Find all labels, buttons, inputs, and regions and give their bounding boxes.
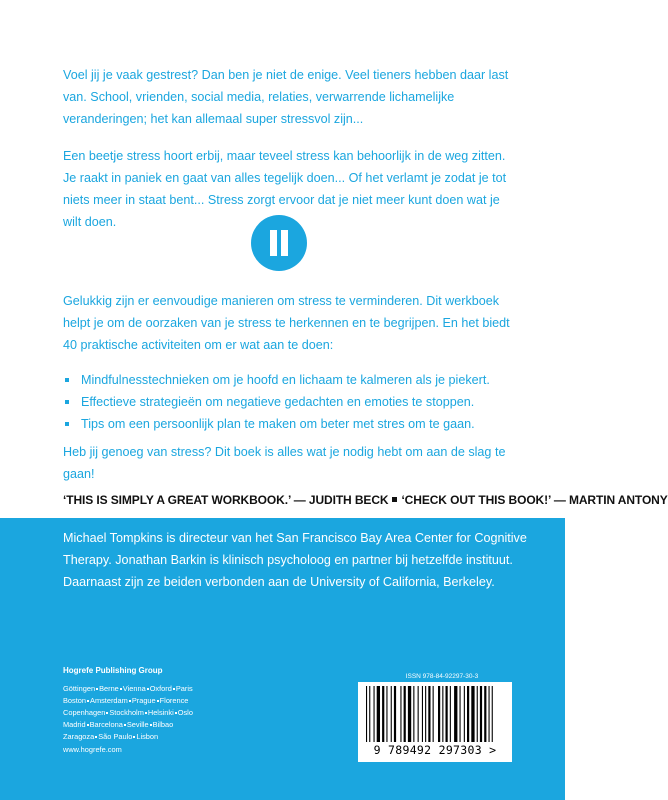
barcode-bar xyxy=(492,686,493,742)
barcode-bar xyxy=(438,686,440,742)
bullet-icon xyxy=(65,422,69,426)
city: Helsinki xyxy=(147,708,174,717)
city-line xyxy=(63,683,263,695)
city: Stockholm xyxy=(109,708,144,717)
square-separator-icon xyxy=(392,497,397,502)
publisher-website: www.hogrefe.com xyxy=(63,745,122,754)
barcode-bar xyxy=(480,686,482,742)
isbn-barcode xyxy=(358,682,512,762)
barcode-bar xyxy=(477,686,478,742)
barcode-bar xyxy=(391,686,392,742)
barcode-bar xyxy=(386,686,387,742)
list-item xyxy=(63,369,523,391)
separator-icon xyxy=(145,712,147,714)
city-line xyxy=(63,695,263,707)
city: Boston xyxy=(63,696,87,705)
barcode-bar xyxy=(489,686,490,742)
separator-icon xyxy=(87,700,89,702)
list-item xyxy=(63,391,523,413)
separator-icon xyxy=(124,724,126,726)
barcode-bar xyxy=(418,686,419,742)
bullet-icon xyxy=(65,400,69,404)
publisher-block xyxy=(63,666,263,754)
pause-bar-left xyxy=(270,230,277,256)
intro-paragraph-2: Een beetje stress hoort erbij, maar teveel stress kan behoorlijk in de weg zitten. Je raakt in paniek en gaat van alles tegelijk doen... Of het verlamt je zodat je tot niets meer in staat bent... Stress zorgt ervoor dat je niet meer kunt doen wat je wilt doen. xyxy=(63,149,507,229)
author-bio: Michael Tompkins is directeur van het San Francisco Bay Area Center for Cognitive Therapy. Jonathan Barkin is klinisch psycholoog en partner bij hetzelfde instituut. Daarnaast zijn ze beiden verbonden aan de University of California, Berkeley. xyxy=(63,531,527,589)
city: Madrid xyxy=(63,720,86,729)
barcode-bar xyxy=(374,686,375,742)
barcode-bar xyxy=(467,686,469,742)
barcode-bar xyxy=(425,686,426,742)
barcode-bar xyxy=(404,686,406,742)
list-item-text: Effectieve strategieën om negatieve gedachten en emoties te stoppen. xyxy=(81,395,475,409)
barcode-bar xyxy=(442,686,443,742)
separator-icon xyxy=(87,724,89,726)
list-item-text: Tips om een persoonlijk plan te maken om beter met stres om te gaan. xyxy=(81,417,475,431)
city: Bilbao xyxy=(152,720,174,729)
barcode-bar xyxy=(450,686,451,742)
barcode-bar xyxy=(428,686,430,742)
city: Amsterdam xyxy=(90,696,128,705)
barcode-bar xyxy=(460,686,461,742)
city-line xyxy=(63,707,263,719)
intro-paragraph-3: Gelukkig zijn er eenvoudige manieren om stress te verminderen. Dit werkboek helpt je om de oorzaken van je stress te herkennen en te begrijpen. En het biedt 40 praktische activiteiten om er wat aan te doen: xyxy=(63,294,510,352)
separator-icon xyxy=(173,688,175,690)
closing-line: Heb jij genoeg van stress? Dit boek is alles wat je nodig hebt om aan de slag te gaan! xyxy=(63,445,506,481)
list-item xyxy=(63,413,523,435)
barcode-bar xyxy=(400,686,401,742)
city: Zaragoza xyxy=(63,732,95,741)
barcode-bar xyxy=(464,686,465,742)
barcode-bar xyxy=(446,686,448,742)
endorsement-quotes xyxy=(63,493,668,507)
city: Barcelona xyxy=(89,720,123,729)
city: Paris xyxy=(175,684,193,693)
intro-paragraph-1: Voel jij je vaak gestrest? Dan ben je niet de enige. Veel tieners hebben daar last van. School, vrienden, social media, relaties, verwarrende lichamelijke veranderingen; het kan allemaal super stressvol zijn... xyxy=(63,68,509,126)
city: Copenhagen xyxy=(63,708,106,717)
city: Oslo xyxy=(177,708,193,717)
separator-icon xyxy=(129,700,131,702)
city: Florence xyxy=(159,696,189,705)
issn-label: ISSN 978-84-92297-30-3 xyxy=(405,673,479,680)
barcode-bar xyxy=(366,686,367,742)
pause-icon xyxy=(251,215,307,271)
quote-martin-antony: ‘CHECK OUT THIS BOOK!’ — MARTIN ANTONY xyxy=(401,493,668,507)
publisher-name: Hogrefe Publishing Group xyxy=(63,666,163,675)
separator-icon xyxy=(147,688,149,690)
separator-icon xyxy=(95,736,97,738)
pause-bar-right xyxy=(281,230,288,256)
city: Prague xyxy=(131,696,156,705)
city: São Paulo xyxy=(98,732,133,741)
barcode-bar xyxy=(394,686,396,742)
city: Berne xyxy=(99,684,119,693)
city-line xyxy=(63,731,263,743)
publisher-cities xyxy=(63,683,263,743)
barcode-bar xyxy=(484,686,486,742)
separator-icon xyxy=(175,712,177,714)
city: Vienna xyxy=(122,684,146,693)
barcode-bar xyxy=(413,686,414,742)
barcode-bar xyxy=(408,686,411,742)
city: Göttingen xyxy=(63,684,96,693)
barcode-bar xyxy=(377,686,380,742)
barcode-number: 9 789492 297303 > xyxy=(373,743,497,757)
list-item-text: Mindfulnesstechnieken om je hoofd en lichaam te kalmeren als je piekert. xyxy=(81,373,490,387)
separator-icon xyxy=(150,724,152,726)
separator-icon xyxy=(157,700,159,702)
city: Lisbon xyxy=(136,732,159,741)
quote-judith-beck: ‘THIS IS SIMPLY A GREAT WORKBOOK.’ — JUDITH BECK xyxy=(63,493,389,507)
activity-list xyxy=(63,369,523,435)
barcode-bar xyxy=(382,686,384,742)
barcode-bar xyxy=(369,686,370,742)
barcode-bar xyxy=(433,686,434,742)
barcode-bar xyxy=(471,686,474,742)
barcode-icon xyxy=(364,686,506,744)
barcode-bar xyxy=(454,686,457,742)
city: Oxford xyxy=(149,684,172,693)
separator-icon xyxy=(96,688,98,690)
bullet-icon xyxy=(65,378,69,382)
barcode-bar xyxy=(422,686,423,742)
city-line xyxy=(63,719,263,731)
separator-icon xyxy=(120,688,122,690)
city: Seville xyxy=(126,720,149,729)
